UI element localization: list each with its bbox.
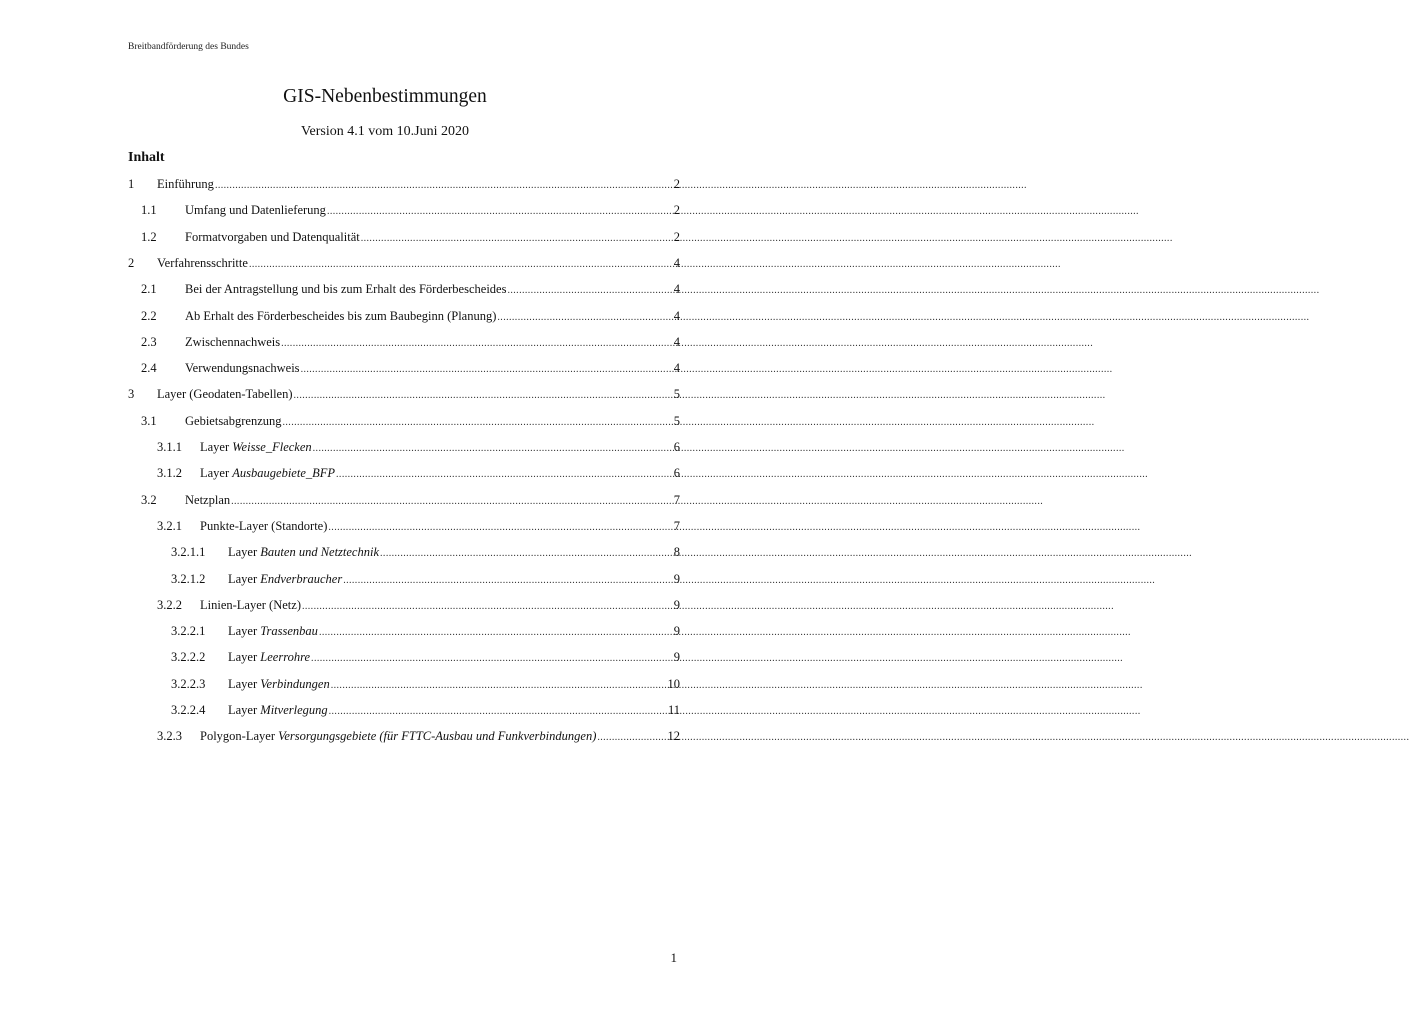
toc-entry-number: 3.2.2.4 (171, 703, 206, 717)
toc-entry-leader-dots (302, 597, 671, 615)
toc-entry-title (185, 308, 496, 325)
toc-entry[interactable] (171, 571, 680, 588)
toc-entry-leader-dots (336, 465, 671, 483)
toc-entry-number: 3.2.2.3 (171, 676, 206, 691)
toc-entry-page: 9 (673, 624, 680, 639)
toc-entry[interactable] (157, 597, 680, 614)
toc-entry-title (200, 518, 327, 535)
toc-entry-title (157, 386, 293, 403)
toc-entry-title-text: Netzplan (185, 492, 231, 507)
toc-entry[interactable] (141, 229, 680, 246)
toc-entry-title (228, 649, 310, 666)
toc-entry-title-italic: Versorgungsgebiete (für FTTC-Ausbau und Funkverbindungen) (278, 729, 597, 744)
toc-entry-number: 2.3 (141, 334, 157, 349)
toc-entry-title-text: Bei der Antragstellung und bis zum Erhalt des Förderbescheides (185, 282, 507, 297)
toc-entry-leader-dots (361, 229, 671, 247)
toc-entry-title-text: Formatvorgaben und Datenqualität (185, 229, 360, 244)
toc-entry-leader-dots (507, 281, 670, 299)
toc-entry[interactable] (157, 518, 680, 535)
toc-entry-number: 3.2.1.2 (171, 571, 206, 586)
toc-entry-title-text: Ab Erhalt des Förderbescheides bis zum Baubeginn (Planung) (185, 308, 497, 323)
toc-entry-title (228, 544, 379, 561)
toc-entry-title (185, 492, 230, 509)
toc-entry-page: 8 (673, 545, 680, 560)
toc-entry-page: 9 (673, 597, 680, 612)
toc-entry-title (200, 439, 312, 456)
toc-entry-number: 1 (128, 177, 135, 191)
toc-entry-title (200, 728, 596, 745)
toc-entry-number: 3 (128, 387, 135, 402)
toc-entry-number: 1.1 (141, 203, 157, 218)
toc-entry[interactable] (157, 465, 680, 482)
toc-entry-number: 3.2.2.2 (171, 650, 206, 665)
toc-entry-title-text: Layer (228, 545, 261, 560)
toc-entry[interactable] (171, 544, 680, 561)
toc-entry-page: 7 (673, 518, 680, 533)
toc-entry-page: 4 (673, 334, 680, 349)
toc-entry-title-text: Layer (200, 440, 233, 454)
toc-entry-leader-dots (313, 439, 671, 457)
toc-entry[interactable] (141, 281, 680, 298)
toc-entry-leader-dots (329, 702, 665, 720)
toc-entry-leader-dots (328, 518, 670, 536)
toc-entry-title (185, 413, 282, 430)
toc-entry-number: 3.2.2 (157, 597, 182, 612)
toc-entry-leader-dots (283, 413, 671, 431)
toc-entry-page: 6 (673, 440, 680, 454)
toc-entry-title-text: Linien-Layer (Netz) (200, 597, 301, 612)
toc-entry[interactable] (171, 676, 680, 693)
toc-entry-number: 3.2.1.1 (171, 545, 206, 560)
toc-entry-page: 2 (673, 229, 680, 244)
document-title: GIS-Nebenbestimmungen (283, 86, 487, 107)
toc-entry-title-text: Layer (228, 703, 261, 717)
toc-entry-number: 2 (128, 255, 135, 270)
toc-entry[interactable] (157, 728, 680, 745)
toc-entry[interactable] (141, 360, 680, 377)
toc-entry-leader-dots (331, 676, 665, 694)
toc-entry-title-italic: Weisse_Flecken (232, 440, 312, 454)
toc-entry-page: 4 (673, 255, 680, 270)
toc-entry-number: 3.2.1 (157, 518, 182, 533)
toc-entry-page: 12 (667, 729, 680, 744)
toc-entry-title-text: Einführung (157, 177, 214, 191)
toc-entry-leader-dots (249, 255, 671, 273)
toc-entry-title-text: Verwendungsnachweis (185, 361, 300, 376)
toc-entry[interactable] (141, 308, 680, 325)
toc-entry-title (200, 597, 301, 614)
toc-entry-page: 5 (673, 413, 680, 428)
toc-entry-number: 2.1 (141, 282, 157, 297)
toc-entry-title-text: Gebietsabgrenzung (185, 413, 282, 428)
toc-entry-title (228, 676, 330, 693)
toc-entry-page: 7 (673, 492, 680, 507)
toc-entry[interactable] (171, 649, 680, 666)
toc-entry-leader-dots (380, 544, 671, 562)
toc-entry-title-text: Zwischennachweis (185, 334, 281, 349)
toc-entry-title-text: Layer (228, 571, 261, 586)
toc-entry-leader-dots (231, 492, 671, 510)
document-version: Version 4.1 vom 10.Juni 2020 (301, 124, 469, 139)
toc-entry-title-italic: Mitverlegung (260, 703, 328, 717)
toc-entry-leader-dots (311, 649, 671, 667)
toc-entry-number: 2.4 (141, 361, 157, 376)
toc-entry-title (185, 229, 360, 246)
toc-entry-title-text: Layer (228, 624, 261, 639)
toc-entry-page: 9 (673, 650, 680, 665)
toc-entry-page: 4 (673, 361, 680, 376)
toc-entry-page: 2 (673, 203, 680, 218)
toc-entry-title-text: Layer (200, 466, 233, 481)
toc-entry-page: 4 (673, 308, 680, 323)
toc-entry-number: 3.1.2 (157, 466, 182, 481)
toc-entry[interactable] (157, 439, 680, 456)
toc-entry-number: 3.2 (141, 492, 157, 507)
toc-entry-number: 3.2.3 (157, 729, 182, 744)
toc-entry-number: 2.2 (141, 308, 157, 323)
toc-entry-number: 3.1.1 (157, 440, 182, 454)
toc-entry-page: 2 (673, 177, 680, 191)
toc-entry-leader-dots (294, 386, 671, 404)
toc-entry-title-italic: Trassenbau (260, 624, 318, 639)
toc-entry-title (228, 571, 342, 588)
toc-entry-leader-dots (597, 728, 664, 746)
toc-entry[interactable] (171, 702, 680, 719)
toc-heading: Inhalt (128, 150, 165, 165)
toc-entry-title-text: Layer (228, 676, 261, 691)
toc-entry-title (157, 255, 248, 272)
toc-entry[interactable] (128, 386, 680, 403)
toc-entry-title-text: Verfahrensschritte (157, 255, 248, 270)
toc-entry-page: 4 (673, 282, 680, 297)
toc-entry-number: 3.1 (141, 413, 157, 428)
toc-entry-title-text: Polygon-Layer (200, 729, 279, 744)
toc-entry-page: 6 (673, 466, 680, 481)
toc-entry-page: 9 (673, 571, 680, 586)
toc-entry-leader-dots (327, 202, 671, 220)
toc-entry[interactable] (141, 334, 680, 351)
page-number: 1 (670, 950, 677, 965)
toc-entry[interactable] (171, 623, 680, 640)
toc-entry-leader-dots (215, 176, 671, 194)
toc-entry[interactable] (141, 413, 680, 430)
toc-entry-title-text: Layer (Geodaten-Tabellen) (157, 387, 293, 402)
toc-entry-title (185, 281, 506, 298)
toc-entry-title-italic: Leerrohre (260, 650, 311, 665)
toc-entry-title (200, 465, 335, 482)
toc-entry-page: 11 (667, 703, 680, 717)
toc-entry-leader-dots (343, 571, 671, 589)
toc-entry-page: 5 (673, 387, 680, 402)
toc-entry-leader-dots (281, 334, 671, 352)
toc-entry-leader-dots (301, 360, 671, 378)
toc-entry-title-italic: Ausbaugebiete_BFP (232, 466, 336, 481)
toc-entry[interactable] (141, 202, 680, 219)
toc-entry-number: 1.2 (141, 229, 157, 244)
toc-entry-title (185, 202, 326, 219)
toc-entry-page: 10 (667, 676, 680, 691)
toc-entry-title (185, 334, 280, 351)
toc-entry[interactable] (128, 176, 680, 193)
running-header: Breitbandförderung des Bundes (128, 42, 249, 52)
toc-entry-title-text: Layer (228, 650, 261, 665)
toc-entry-title (228, 702, 328, 719)
toc-entry-title-text: Punkte-Layer (Standorte) (200, 518, 328, 533)
toc-entry-title (228, 623, 318, 640)
toc-entry-title-italic: Endverbraucher (260, 571, 343, 586)
toc-entry[interactable] (128, 255, 680, 272)
toc-entry-leader-dots (497, 308, 670, 326)
toc-entry-title-italic: Bauten und Netztechnik (260, 545, 380, 560)
toc-entry-title (185, 360, 300, 377)
toc-entry-title (157, 176, 214, 193)
toc-entry-title-text: Umfang und Datenlieferung (185, 203, 326, 218)
toc-entry-leader-dots (319, 623, 671, 641)
toc-entry-title-italic: Verbindungen (260, 676, 330, 691)
toc-entry-number: 3.2.2.1 (171, 624, 206, 639)
toc-entry[interactable] (141, 492, 680, 509)
